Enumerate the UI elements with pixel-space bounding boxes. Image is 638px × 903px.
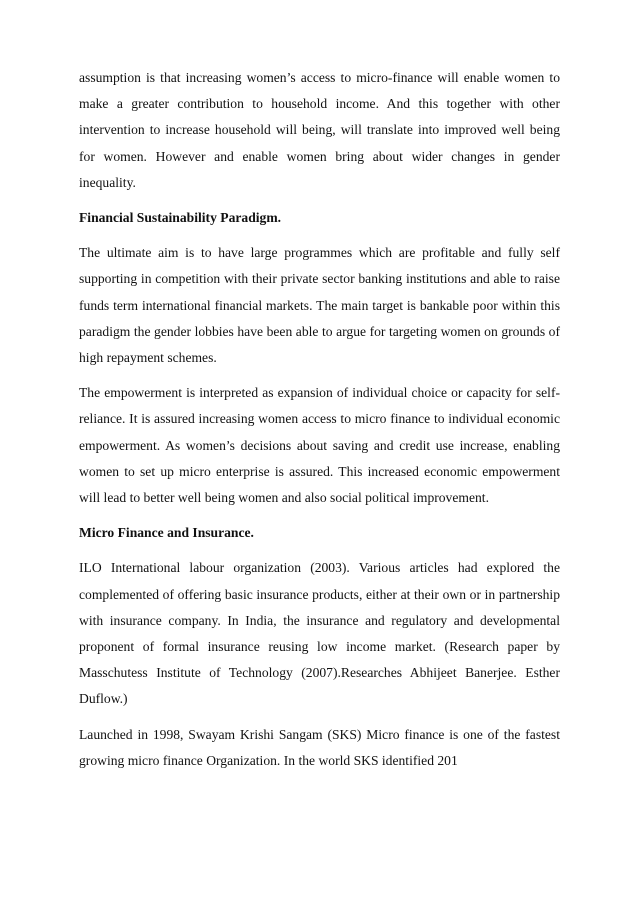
section-heading-micro-finance-insurance: Micro Finance and Insurance. xyxy=(79,525,254,541)
paragraph-sks: Launched in 1998, Swayam Krishi Sangam (SKS) Micro finance is one of the fastest growing micro finance Organization. In the world SKS identified 201 xyxy=(79,726,560,768)
paragraph-financial-sustainability: The ultimate aim is to have large programmes which are profitable and fully self supporting in competition with their private sector banking institutions and able to raise funds term international financial markets. The main target is bankable poor within this paradigm the gender lobbies have been able to argue for targeting women on grounds of high repayment schemes. xyxy=(79,245,560,366)
paragraph-intro: assumption is that increasing women’s access to micro-finance will enable women to make a greater contribution to household income. And this together with other intervention to increase household will being, will translate into improved well being for women. However and enable women bring about wider changes in gender inequality. xyxy=(79,70,560,190)
paragraph-empowerment: The empowerment is interpreted as expansion of individual choice or capacity for self-reliance. It is assured increasing women access to micro finance to individual economic empowerment. As women’s decisions about saving and credit use increase, enabling women to set up micro enterprise is assured. This increased economic empowerment will lead to better well being women and also social political improvement. xyxy=(79,385,560,506)
paragraph-ilo: ILO International labour organization (2003). Various articles had explored the complemented of offering basic insurance products, either at their own or in partnership with insurance company. In India, the insurance and regulatory and developmental proponent of formal insurance reusing low income market. (Research paper by Masschutess Institute of Technology (2007).Researches Abhijeet Banerjee. Esther Duflow.) xyxy=(79,560,560,707)
page-content xyxy=(79,65,560,783)
section-heading-financial-sustainability: Financial Sustainability Paradigm. xyxy=(79,210,282,226)
